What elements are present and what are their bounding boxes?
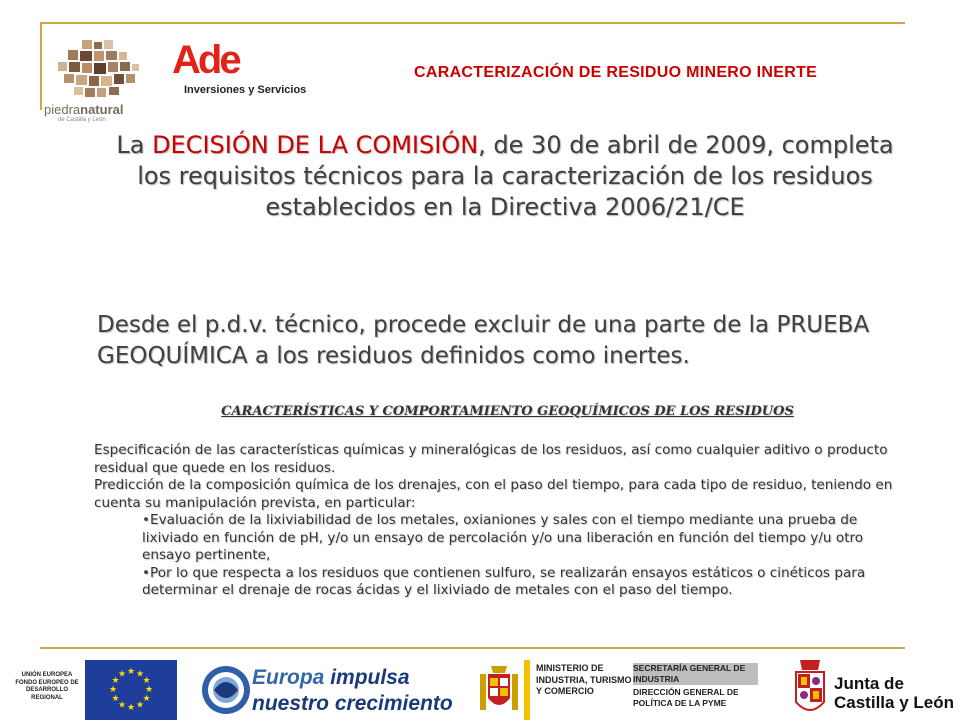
svg-text:★: ★: [117, 669, 127, 680]
europa-impulsa-logo: [198, 660, 453, 720]
bullet-text: Por lo que respecta a los residuos que contienen sulfuro, se realizarán ensayos estáticos o cinéticos para determinar el drenaje de rocas ácidas y el lixiviado de metales con el paso del tiempo.: [142, 564, 866, 598]
bullet-item: [142, 565, 912, 600]
spain-coat-of-arms-icon: [478, 664, 520, 716]
ministerio-name: [536, 663, 632, 698]
decision-prefix: La: [116, 131, 153, 159]
svg-text:★: ★: [135, 700, 145, 711]
europa-line-2: nuestro crecimiento: [252, 692, 453, 715]
technical-paragraph: Desde el p.d.v. técnico, procede excluir de una parte de la PRUEBA GEOQUÍMICA a los residuos definidos como inertes.: [97, 312, 870, 369]
bullet-dot-icon: •: [142, 512, 151, 528]
decision-heading: [100, 130, 910, 223]
eu-flag-icon: [85, 660, 177, 720]
ministerio-line: INDUSTRIA, TURISMO: [536, 674, 632, 685]
ade-wordmark: Ade: [172, 38, 239, 82]
svg-text:★: ★: [142, 694, 151, 704]
decision-highlight: DECISIÓN DE LA COMISIÓN: [152, 131, 479, 159]
junta-line: Castilla y León: [834, 693, 954, 712]
impulsa-word: impulsa: [330, 666, 410, 689]
ministerio-logo: [470, 660, 760, 720]
svg-text:★: ★: [144, 685, 154, 695]
characteristics-paragraph-1: Especificación de las características químicas y mineralógicas de los residuos, así como cualquier aditivo o producto residual que quede en los residuos.: [94, 442, 888, 476]
piedranatural-subtitle: de Castilla y León: [58, 117, 106, 123]
europa-line-1: [252, 666, 410, 690]
ministerio-yellow-band: [524, 660, 530, 720]
svg-text:★: ★: [108, 685, 118, 695]
svg-text:★: ★: [111, 676, 120, 686]
page-title: CARACTERIZACIÓN DE RESIDUO MINERO INERTE: [414, 64, 818, 81]
stone-mosaic-icon: [54, 40, 140, 100]
svg-text:★: ★: [126, 667, 136, 677]
piedranatural-wordmark: [44, 102, 123, 117]
europa-globe-icon: [198, 662, 252, 718]
europa-word: Europa: [252, 666, 325, 689]
eu-stars-icon: [85, 660, 177, 720]
frame-bottom-line: [40, 647, 905, 649]
junta-wordmark: [834, 674, 954, 712]
direccion-line: DIRECCIÓN GENERAL DE: [633, 687, 739, 697]
direccion-label: [633, 687, 758, 709]
bullet-dot-icon: •: [142, 564, 151, 581]
svg-text:★: ★: [126, 703, 136, 713]
ade-tagline: Inversiones y Servicios: [184, 84, 307, 96]
svg-text:★: ★: [142, 676, 151, 686]
piedranatural-light: piedra: [44, 102, 81, 117]
piedranatural-logo: [44, 38, 154, 122]
frame-left-line: [40, 22, 42, 110]
direccion-line: POLÍTICA DE LA PYME: [633, 698, 727, 708]
bullet-item: [142, 512, 912, 565]
ade-logo: [172, 38, 312, 104]
characteristics-title: CARACTERÍSTICAS Y COMPORTAMIENTO GEOQUÍMICOS DE LOS RESIDUOS: [221, 404, 794, 419]
ministerio-line: MINISTERIO DE: [536, 663, 604, 673]
frame-top-line: [40, 22, 905, 24]
characteristics-paragraph-2: Predicción de la composición química de los drenajes, con el paso del tiempo, para cada tipo de residuo, teniendo en cuenta su manipulación prevista, en particular:: [94, 477, 893, 511]
ministerio-line: Y COMERCIO: [536, 686, 594, 696]
eu-feder-label: UNIÓN EUROPEA FONDO EUROPEO DE DESARROLLO REGIONAL: [15, 672, 79, 701]
piedranatural-bold: natural: [80, 102, 124, 117]
bullet-text: Evaluación de la lixiviabilidad de los metales, oxianiones y sales con el tiempo mediante una prueba de lixiviado en función de pH, y/o un ensayo de percolación y/o una liberación en función del tiempo y/u otro ensayo pertinente,: [142, 512, 864, 563]
svg-text:★: ★: [135, 669, 145, 680]
svg-text:★: ★: [117, 700, 127, 711]
secretaria-line: INDUSTRIA: [633, 674, 680, 684]
junta-castilla-leon-logo: [788, 658, 958, 720]
characteristics-bullet-list: [94, 512, 924, 600]
junta-line: Junta de: [834, 674, 904, 693]
castilla-leon-shield-icon: [792, 658, 828, 720]
characteristics-body: [94, 442, 924, 600]
svg-text:★: ★: [111, 694, 120, 704]
secretaria-label: [633, 663, 758, 685]
decision-rest: , de 30 de abril de 2009, completa los requisitos técnicos para la caracterización de los residuos establecidos en la Directiva 2006/21/CE: [137, 131, 894, 221]
secretaria-line: SECRETARÍA GENERAL DE: [633, 663, 746, 673]
